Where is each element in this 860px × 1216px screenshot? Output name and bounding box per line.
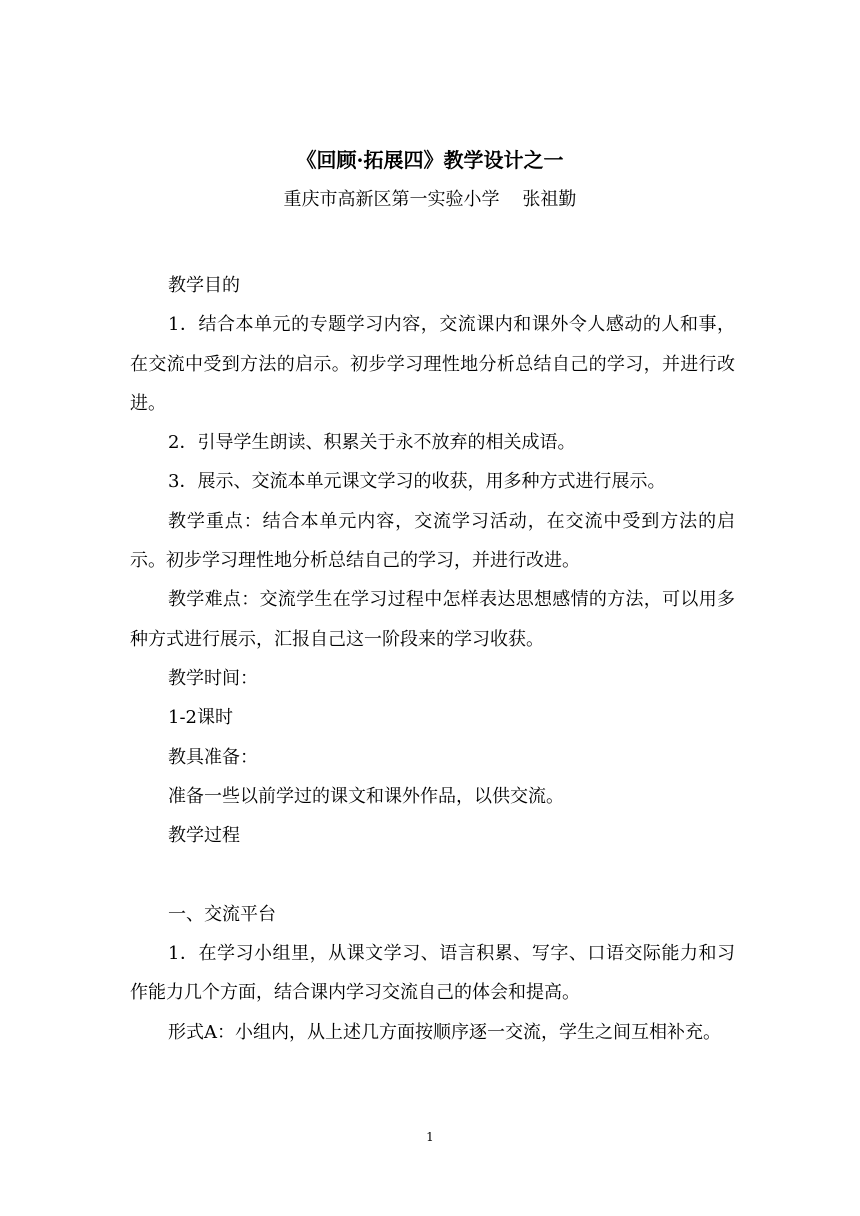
heading-teaching-time: 教学时间：	[168, 667, 258, 689]
page-number: 1	[426, 1130, 434, 1144]
heading-teaching-aids: 教具准备：	[168, 746, 258, 768]
goal-item-2: 2．引导学生朗读、积累关于永不放弃的相关成语。	[168, 432, 576, 454]
teaching-key-points: 教学重点：结合本单元内容，交流学习活动，在交流中受到方法的启示。初步学习理性地分析总结自己的学习，并进行改进。	[130, 510, 735, 572]
exchange-form-a: 形式A：小组内，从上述几方面按顺序逐一交流，学生之间互相补充。	[168, 1021, 721, 1043]
teaching-aids-value: 准备一些以前学过的课文和课外作品，以供交流。	[168, 785, 564, 807]
exchange-item-1: 1．在学习小组里，从课文学习、语言积累、写字、口语交际能力和习作能力几个方面，结合课内学习交流自己的体会和提高。	[130, 943, 735, 1004]
goal-item-1: 1．结合本单元的专题学习内容，交流课内和课外令人感动的人和事，在交流中受到方法的启示。初步学习理性地分析总结自己的学习，并进行改进。	[130, 314, 735, 414]
document-title: 《回顾·拓展四》教学设计之一	[296, 148, 564, 172]
document-body	[130, 266, 735, 1052]
teaching-difficulties: 教学难点：交流学生在学习过程中怎样表达思想感情的方法，可以用多种方式进行展示，汇报自己这一阶段来的学习收获。	[130, 589, 735, 650]
author-line: 重庆市高新区第一实验小学 张祖勤	[283, 189, 577, 210]
teaching-time-value: 1-2课时	[168, 707, 233, 729]
blank-line	[130, 855, 735, 894]
goal-item-3: 3．展示、交流本单元课文学习的收获，用多种方式进行展示。	[168, 471, 666, 493]
heading-teaching-process: 教学过程	[168, 825, 240, 847]
heading-teaching-goals: 教学目的	[168, 275, 240, 296]
heading-exchange-platform: 一、交流平台	[168, 903, 276, 925]
